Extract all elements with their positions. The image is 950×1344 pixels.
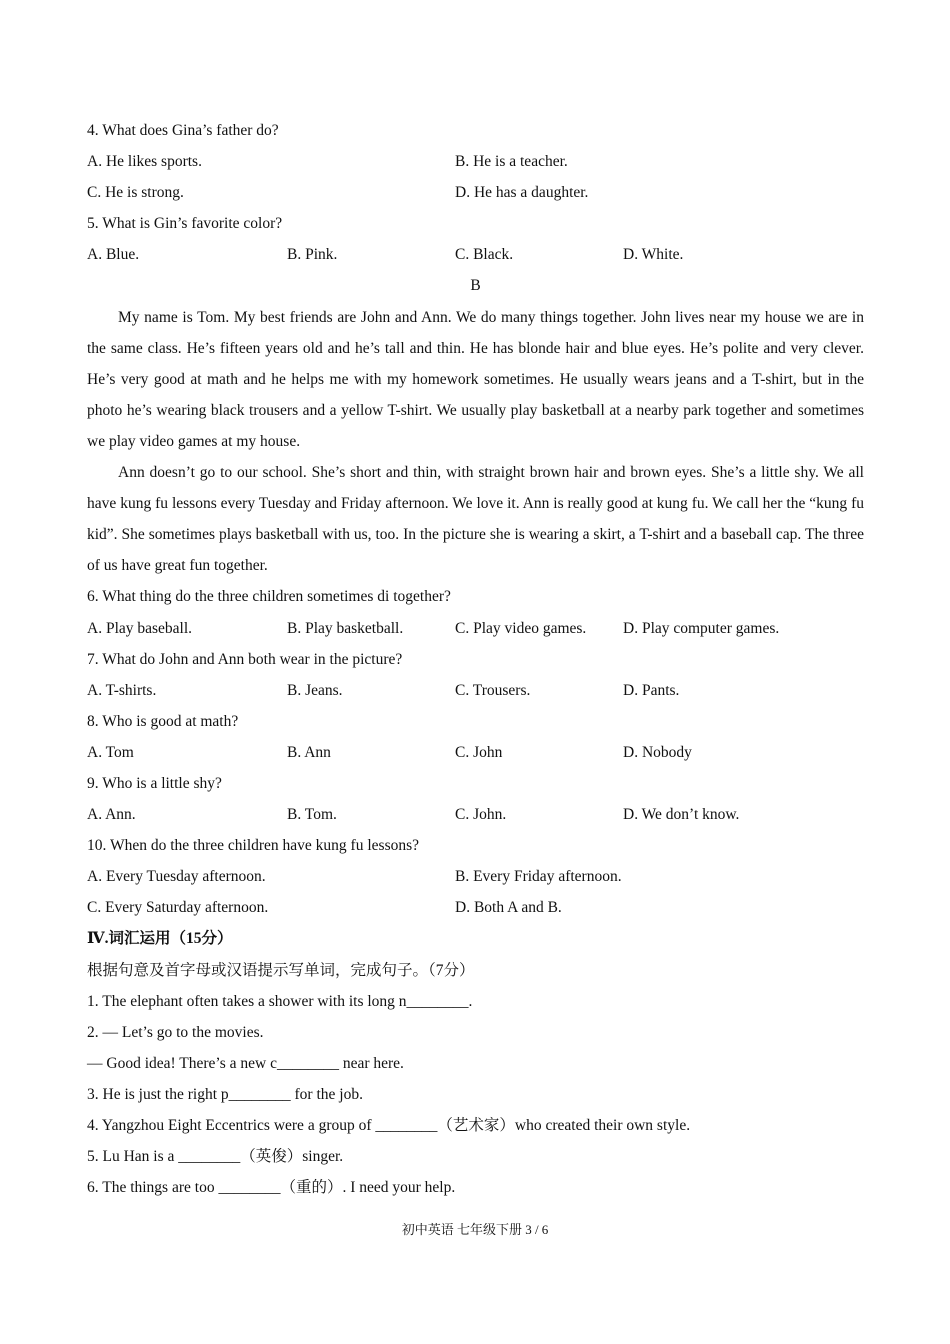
q5-question: 5. What is Gin’s favorite color?	[87, 215, 283, 233]
vocab-item-3: 3. He is just the right p________ for the job.	[87, 1085, 363, 1103]
section-iv-title: Ⅳ.词汇运用（15分）	[87, 930, 233, 948]
vocab-item-5: 5. Lu Han is a ________（英俊）singer.	[87, 1148, 344, 1166]
q8-option-b: B. Ann	[287, 743, 331, 761]
q5-option-c: C. Black.	[455, 246, 514, 264]
q7-option-a: A. T-shirts.	[87, 681, 157, 699]
q5-options	[87, 239, 864, 270]
q10-option-a: A. Every Tuesday afternoon.	[87, 868, 266, 886]
passage-paragraph-1: My name is Tom. My best friends are John and Ann. We do many things together. John lives near my house we are in the same class. He’s fifteen years old and he’s tall and thin. He has blonde hair and blue eyes. He’s polite and very clever. He’s very good at math and he helps me with my homework sometimes. He usually wears jeans and a T-shirt, but in the photo he’s wearing black trousers and a yellow T-shirt. We usually play basketball at a nearby park together and sometimes we play video games at my house.	[87, 308, 864, 450]
q9-option-b: B. Tom.	[287, 806, 337, 824]
q4-options-row-2	[87, 177, 864, 208]
vocab-item-2: 2. — Let’s go to the movies.	[87, 1023, 264, 1041]
q8-option-d: D. Nobody	[623, 743, 692, 761]
q6-options	[87, 613, 864, 644]
q10-option-b: B. Every Friday afternoon.	[455, 868, 622, 886]
q4-options-row-1	[87, 146, 864, 177]
section-b-heading: B	[470, 277, 481, 295]
q5-option-b: B. Pink.	[287, 246, 338, 264]
q4-option-b: B. He is a teacher.	[455, 153, 568, 171]
q9-question: 9. Who is a little shy?	[87, 774, 222, 792]
q9-option-c: C. John.	[455, 806, 507, 824]
q6-option-a: A. Play baseball.	[87, 619, 193, 637]
q8-question: 8. Who is good at math?	[87, 712, 239, 730]
q7-option-d: D. Pants.	[623, 681, 680, 699]
q6-option-d: D. Play computer games.	[623, 619, 780, 637]
q9-option-a: A. Ann.	[87, 806, 136, 824]
q4-option-d: D. He has a daughter.	[455, 184, 589, 202]
q8-options	[87, 737, 864, 768]
q8-option-c: C. John	[455, 743, 503, 761]
q9-option-d: D. We don’t know.	[623, 806, 740, 824]
q4-option-c: C. He is strong.	[87, 184, 184, 202]
q8-option-a: A. Tom	[87, 743, 134, 761]
q10-question: 10. When do the three children have kung fu lessons?	[87, 837, 420, 855]
q7-options	[87, 675, 864, 706]
q10-options-row-2	[87, 892, 864, 923]
q4-question: 4. What does Gina’s father do?	[87, 122, 279, 139]
q4-option-a: A. He likes sports.	[87, 153, 202, 171]
q6-option-b: B. Play basketball.	[287, 619, 404, 637]
vocab-item-1: 1. The elephant often takes a shower with its long n________.	[87, 992, 473, 1010]
vocab-item-4: 4. Yangzhou Eight Eccentrics were a group of ________（艺术家）who created their own style.	[87, 1117, 691, 1134]
q6-option-c: C. Play video games.	[455, 619, 587, 637]
q5-option-a: A. Blue.	[87, 246, 140, 264]
q10-options-row-1	[87, 861, 864, 892]
q7-question: 7. What do John and Ann both wear in the picture?	[87, 650, 403, 668]
vocab-item-6: 6. The things are too ________（重的）. I need your help.	[87, 1179, 456, 1197]
q10-option-c: C. Every Saturday afternoon.	[87, 899, 269, 917]
q7-option-b: B. Jeans.	[287, 681, 343, 699]
q5-option-d: D. White.	[623, 246, 684, 264]
q10-option-d: D. Both A and B.	[455, 899, 562, 917]
vocab-item-2-reply: — Good idea! There’s a new c________ near here.	[87, 1054, 404, 1072]
page-footer: 初中英语 七年级下册 3 / 6	[401, 1222, 549, 1237]
q6-question: 6. What thing do the three children sometimes di together?	[87, 588, 451, 606]
passage-paragraph-2: Ann doesn’t go to our school. She’s short and thin, with straight brown hair and brown eyes. She’s a little shy. We all have kung fu lessons every Tuesday and Friday afternoon. We love it. Ann is really good at kung fu. We call her the “kung fu kid”. She sometimes plays basketball with us, too. In the picture she is wearing a skirt, a T-shirt and a baseball cap. The three of us have great fun together.	[87, 464, 864, 575]
q7-option-c: C. Trousers.	[455, 681, 531, 699]
q9-options	[87, 799, 864, 830]
document-page	[87, 115, 864, 1203]
section-iv-instruction: 根据句意及首字母或汉语提示写单词，完成句子。（7分）	[87, 961, 475, 979]
